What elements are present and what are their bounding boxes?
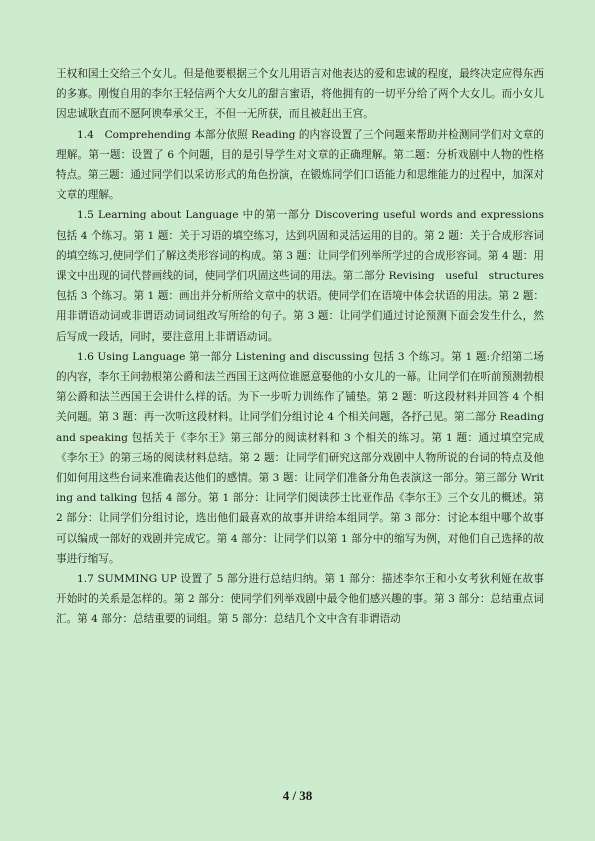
paragraph-comprehending: 1.4 Comprehending 本部分依照 Reading 的内容设置了三个问题来帮助并检测同学们对文章的理解。第一题：设置了 6 个问题，目的是引导学生对文章的正确理解。第二题：分析戏剧中人物的性格特点。第三题：通过同学们以采访形式的角色扮演，在锻炼同学们口语能力和思维能力的过程中，加深对文章的理解。 (56, 128, 544, 202)
document-page (56, 64, 544, 630)
paragraph-summing-up: 1.7 SUMMING UP 设置了 5 部分进行总结归纳。第 1 部分：描述李尔王和小女考狄利娅在故事开始时的关系是怎样的。第 2 部分：使同学们列举戏剧中最令他们感兴趣的事。第 3 部分：总结重点词汇。第 4 部分：总结重要的词组。第 5 部分：总结几个文中含有非谓语动 (56, 573, 544, 626)
paragraph-learning-about-language: 1.5 Learning about Language 中的第一部分 Discovering useful words and expressions 包括 4 个练习。第 1 题：关于习语的填空练习，达到巩固和灵活运用的目的。第 2 题：关于合成形容词的填空练习,使同学们了解这类形容词的构成。第 3 题：让同学们列举所学过的合成形容词。第 4 题：用课文中出现的词代替画线的词，使同学们巩固这些词的用法。第二部分 Revising useful structures 包括 3 个练习。第 1 题：画出并分析所给文章中的状语。使同学们在语境中体会状语的用法。第 2 题：用非谓语动词或非谓语动词词组改写所给的句子。第 3 题：让同学们通过讨论预测下面会发生什么，然后写成一段话，同时，要注意用上非谓语动词。 (56, 209, 544, 343)
page-number: 4 / 38 (282, 788, 313, 803)
paragraph-intro: 王权和国土交给三个女儿。但是他要根据三个女儿用语言对他表达的爱和忠诚的程度，最终决定应得东西的多寡。刚愎自用的李尔王轻信两个大女儿的甜言蜜语，将他拥有的一切平分给了两个大女儿。而小女儿因忠诚耿直而不愿阿谀奉承父王，不但一无所获，而且被赶出王宫。 (56, 68, 544, 121)
paragraph-using-language: 1.6 Using Language 第一部分 Listening and discussing 包括 3 个练习。第 1 题:介绍第二场的内容，李尔王问勃根第公爵和法兰西国王这两位谁愿意娶他的小女儿的一幕。让同学们在听前预测勃根第公爵和法兰西国王会讲什么样的话。为下一步听力训练作了铺垫。第 2 题：听这段材料并回答 4 个相关问题。第 3 题：再一次听这段材料。让同学们分组讨论 4 个相关问题，各抒己见。第二部分 Reading and speaking 包括关于《李尔王》第三部分的阅读材料和 3 个相关的练习。第 1 题：通过填空完成《李尔王》的第三场的阅读材料总结。第 2 题：让同学们研究这部分戏剧中人物所说的台词的特点及他们如何用这些台词来准确表达他们的感情。第 3 题：让同学们准备分角色表演这一部分。第三部分 Writing and talking 包括 4 部分。第 1 部分：让同学们阅读莎士比亚作品《李尔王》三个女儿的概述。第 2 部分：让同学们分组讨论，选出他们最喜欢的故事并讲给本组同学。第 3 部分：讨论本组中哪个故事可以编成一部好的戏剧并完成它。第 4 部分：让同学们以第 1 部分中的缩写为例，对他们自己选择的故事进行缩写。 (56, 350, 544, 565)
